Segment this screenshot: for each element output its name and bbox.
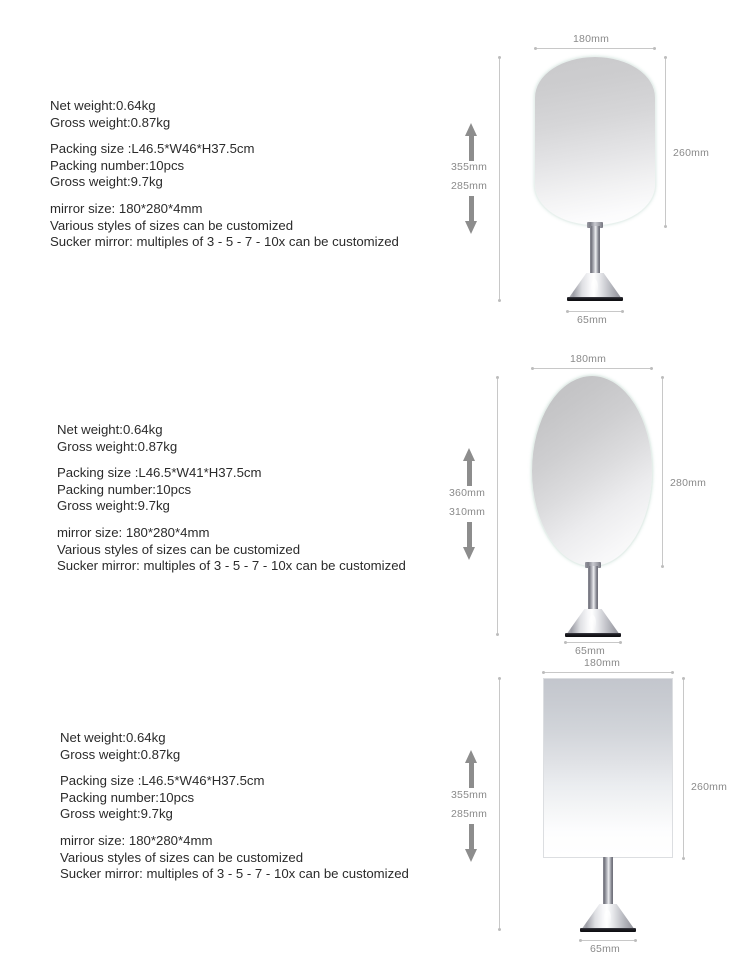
dimension-tick xyxy=(634,939,637,942)
product-section-oval-mirror xyxy=(0,340,750,658)
styles-line: Various styles of sizes can be customized xyxy=(57,541,301,557)
height-range-up-arrow xyxy=(463,448,476,486)
dimension-tick xyxy=(542,671,545,674)
dimension-tick xyxy=(661,565,664,568)
dimension-tick xyxy=(496,633,499,636)
dimension-tick xyxy=(498,299,501,302)
total-height-min-label: 285mm xyxy=(451,180,488,192)
spacer xyxy=(50,191,399,201)
base-rubber-rim xyxy=(567,297,623,301)
dimension-tick xyxy=(498,677,501,680)
stand-post xyxy=(590,226,600,276)
stand-post xyxy=(588,566,598,612)
base-width-dimension-label: 65mm xyxy=(590,943,620,955)
packing-gross-weight-line: Gross weight:9.7kg xyxy=(60,806,173,822)
mirror-size-line: mirror size: 180*280*4mm xyxy=(50,200,203,216)
sucker-line: Sucker mirror: multiples of 3 - 5 - 7 - 10x can be customized xyxy=(60,866,409,882)
product-section-rectangle-mirror xyxy=(0,658,750,966)
product-diagram-oval xyxy=(440,340,750,658)
spacer xyxy=(60,823,409,833)
dimension-tick xyxy=(682,677,685,680)
spacer xyxy=(57,515,406,525)
width-dimension-line xyxy=(543,672,673,673)
net-weight-line: Net weight:0.64kg xyxy=(60,730,166,745)
spacer xyxy=(57,455,406,465)
dimension-tick xyxy=(653,47,656,50)
cone-highlight xyxy=(589,615,596,631)
gross-weight-line: Gross weight:0.87kg xyxy=(50,114,171,130)
dimension-tick xyxy=(682,857,685,860)
width-dimension-label: 180mm xyxy=(570,353,607,365)
dimension-tick xyxy=(498,928,501,931)
gross-weight-line: Gross weight:0.87kg xyxy=(60,746,181,762)
net-weight-line: Net weight:0.64kg xyxy=(57,422,163,437)
packing-size-line: Packing size :L46.5*W41*H37.5cm xyxy=(57,465,262,481)
height-range-up-arrow xyxy=(465,750,478,788)
mirror-surface xyxy=(532,376,652,566)
total-height-min-label: 310mm xyxy=(449,506,486,518)
packing-size-line: Packing size :L46.5*W46*H37.5cm xyxy=(60,773,265,789)
width-dimension-line xyxy=(535,48,655,49)
total-height-max-label: 355mm xyxy=(451,161,488,173)
dimension-tick xyxy=(534,47,537,50)
height-range-down-arrow xyxy=(465,824,478,862)
styles-line: Various styles of sizes can be customized xyxy=(60,849,304,865)
total-height-reference-line xyxy=(499,678,500,930)
mirror-height-dimension-line xyxy=(683,678,684,859)
net-weight-line: Net weight:0.64kg xyxy=(50,98,156,113)
packing-gross-weight-line: Gross weight:9.7kg xyxy=(57,498,170,514)
spacer xyxy=(60,763,409,773)
mirror-height-dimension-line xyxy=(665,57,666,227)
base-width-dimension-label: 65mm xyxy=(577,314,607,326)
width-dimension-label: 180mm xyxy=(584,657,621,669)
total-height-max-label: 355mm xyxy=(451,789,488,801)
dimension-tick xyxy=(619,641,622,644)
dimension-tick xyxy=(664,56,667,59)
dimension-tick xyxy=(579,939,582,942)
dimension-tick xyxy=(621,310,624,313)
sucker-line: Sucker mirror: multiples of 3 - 5 - 7 - 10x can be customized xyxy=(57,558,406,574)
dimension-tick xyxy=(566,310,569,313)
mirror-size-line: mirror size: 180*280*4mm xyxy=(57,524,210,540)
dimension-tick xyxy=(661,376,664,379)
dimension-tick xyxy=(671,671,674,674)
total-height-reference-line xyxy=(499,57,500,301)
packing-number-line: Packing number:10pcs xyxy=(50,157,185,173)
stand-post xyxy=(603,857,613,907)
mirror-height-dimension-label: 260mm xyxy=(673,147,710,159)
styles-line: Various styles of sizes can be customized xyxy=(50,217,294,233)
mirror-height-dimension-label: 260mm xyxy=(691,781,728,793)
base-width-dimension-line xyxy=(565,642,621,643)
spec-text-block xyxy=(50,98,399,251)
packing-gross-weight-line: Gross weight:9.7kg xyxy=(50,174,163,190)
spacer xyxy=(50,131,399,141)
height-range-up-arrow xyxy=(465,123,478,161)
width-dimension-line xyxy=(532,368,652,369)
dimension-tick xyxy=(664,225,667,228)
spec-text-block xyxy=(57,422,406,575)
packing-size-line: Packing size :L46.5*W46*H37.5cm xyxy=(50,141,255,157)
base-width-dimension-line xyxy=(567,311,623,312)
height-range-down-arrow xyxy=(465,196,478,234)
cone-highlight xyxy=(591,279,598,295)
dimension-tick xyxy=(498,56,501,59)
base-rubber-rim xyxy=(580,928,636,932)
product-section-capsule-mirror xyxy=(0,0,750,340)
dimension-tick xyxy=(650,367,653,370)
dimension-tick xyxy=(564,641,567,644)
sucker-line: Sucker mirror: multiples of 3 - 5 - 7 - 10x can be customized xyxy=(50,234,399,250)
mirror-surface xyxy=(535,57,655,225)
product-diagram-capsule xyxy=(440,0,750,340)
packing-number-line: Packing number:10pcs xyxy=(57,481,192,497)
dimension-tick xyxy=(496,376,499,379)
cone-highlight xyxy=(604,910,611,926)
height-range-down-arrow xyxy=(463,522,476,560)
gross-weight-line: Gross weight:0.87kg xyxy=(57,438,178,454)
total-height-reference-line xyxy=(497,377,498,635)
width-dimension-label: 180mm xyxy=(573,33,610,45)
product-diagram-rectangle xyxy=(440,658,750,966)
dimension-tick xyxy=(531,367,534,370)
spec-text-block xyxy=(60,730,409,883)
mirror-height-dimension-line xyxy=(662,377,663,567)
base-width-dimension-line xyxy=(580,940,636,941)
total-height-max-label: 360mm xyxy=(449,487,486,499)
mirror-height-dimension-label: 280mm xyxy=(670,477,707,489)
base-rubber-rim xyxy=(565,633,621,637)
packing-number-line: Packing number:10pcs xyxy=(60,789,195,805)
mirror-surface xyxy=(543,678,673,858)
total-height-min-label: 285mm xyxy=(451,808,488,820)
base-width-dimension-label: 65mm xyxy=(575,645,605,657)
mirror-size-line: mirror size: 180*280*4mm xyxy=(60,832,213,848)
